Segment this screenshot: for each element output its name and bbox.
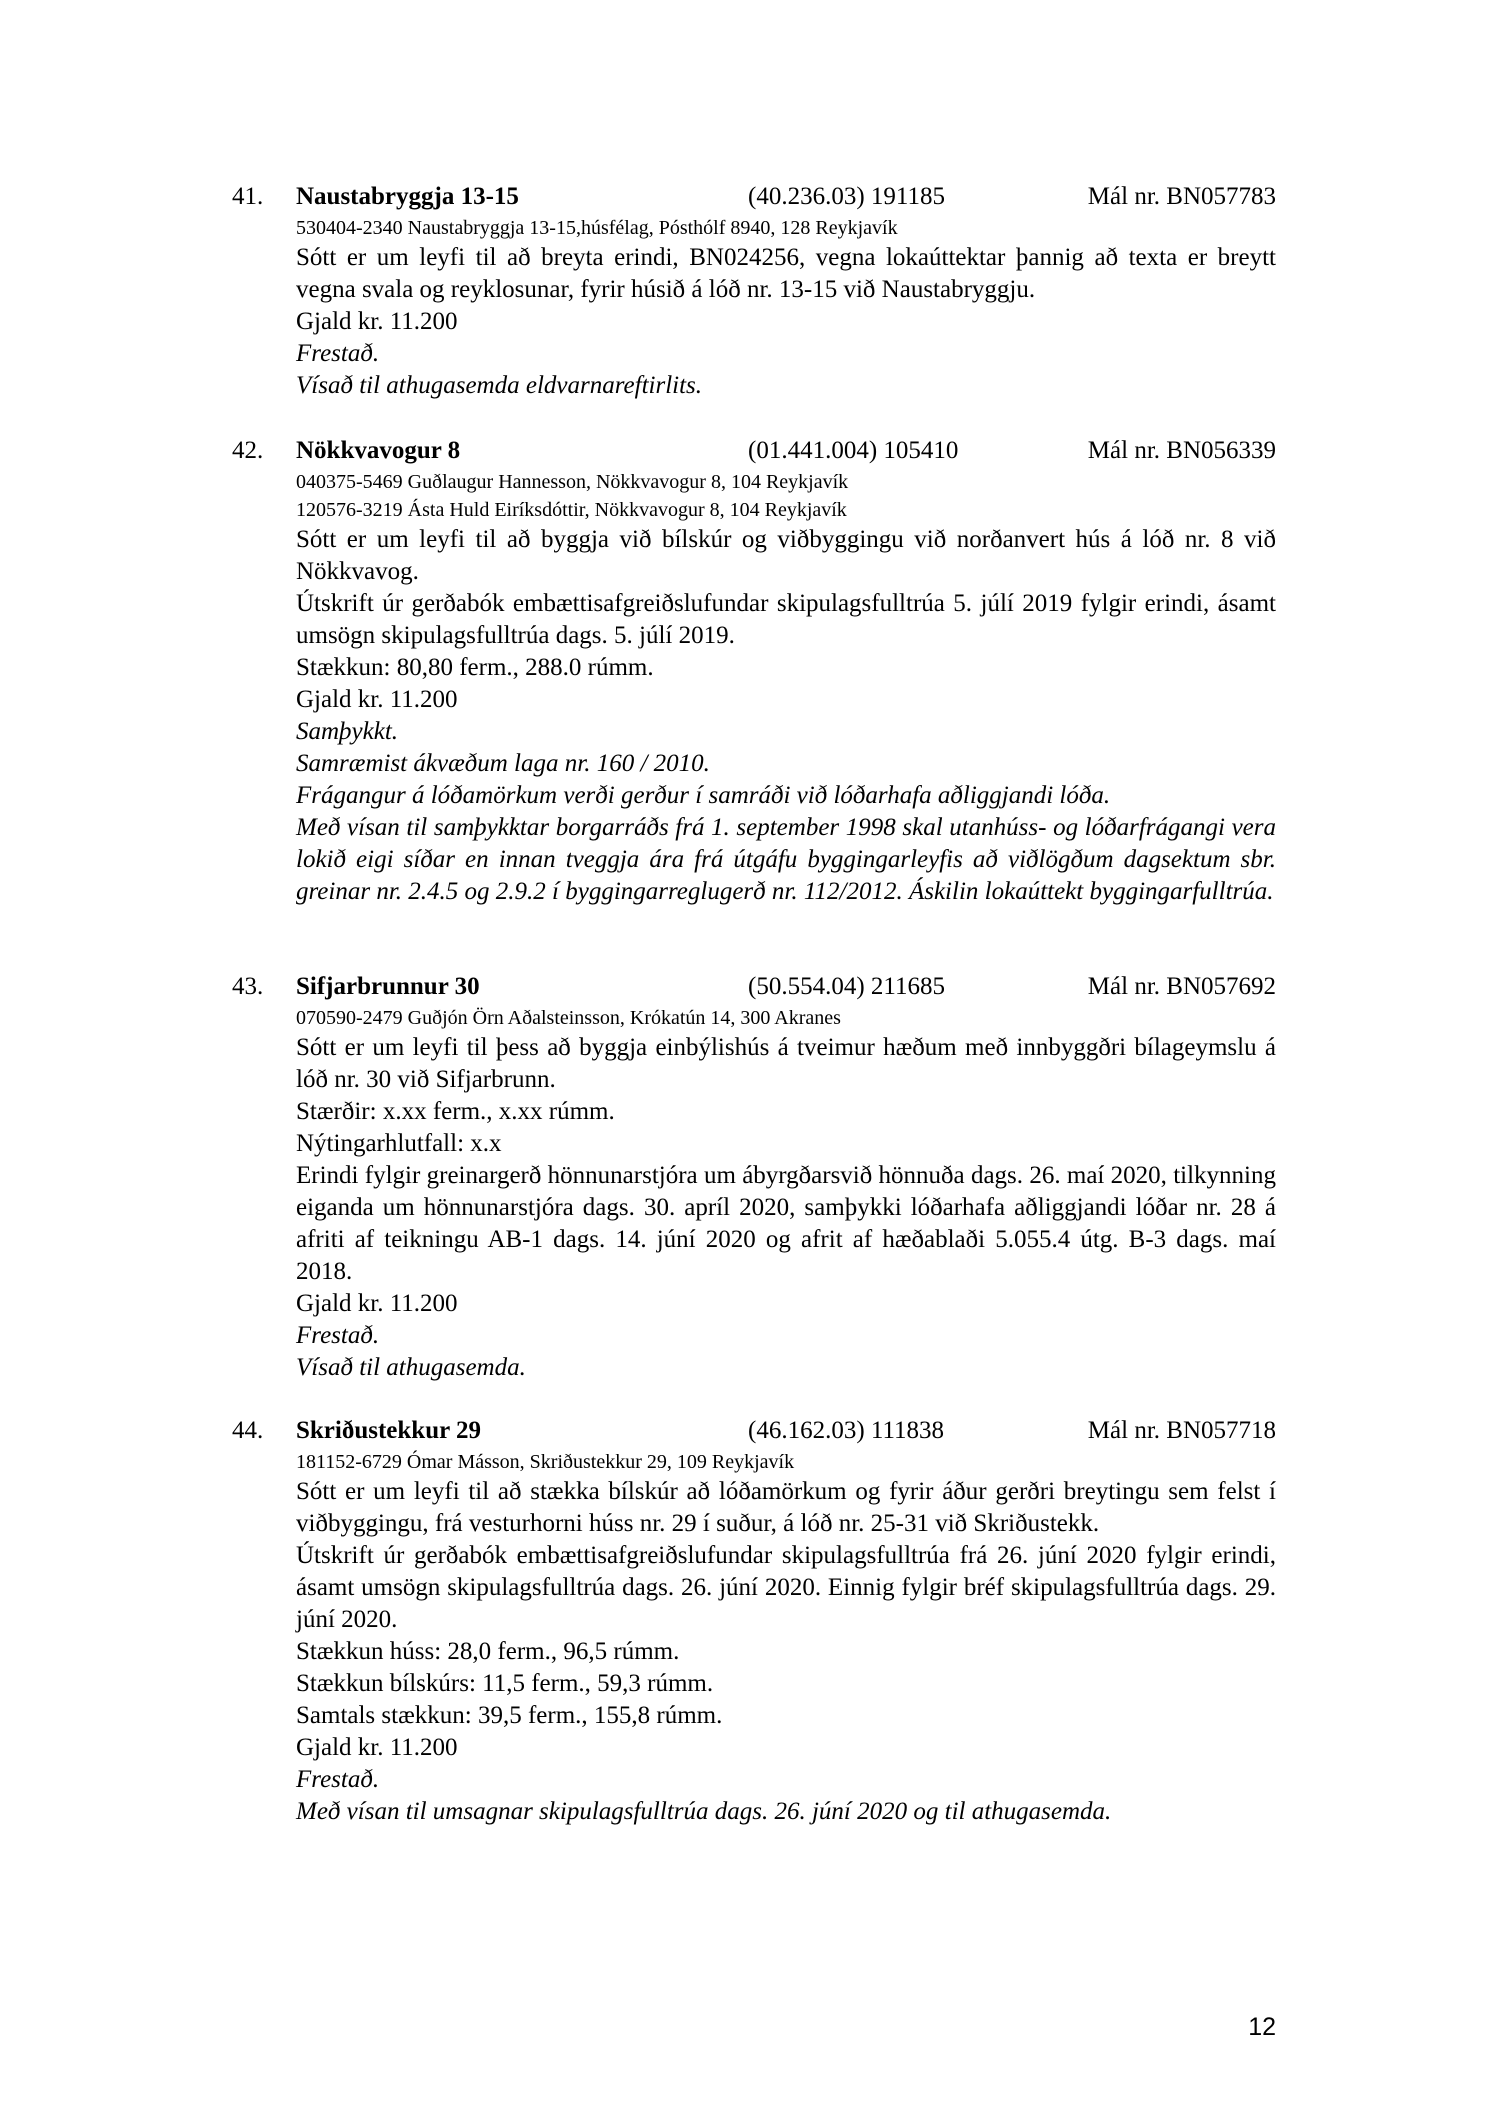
fee: Gjald kr. 11.200 bbox=[296, 1734, 458, 1761]
applicant: 040375-5469 Guðlaugur Hannesson, Nökkvavogur 8, 104 Reykjavík bbox=[296, 471, 849, 493]
attachments: Útskrift úr gerðabók embættisafgreiðslufundar skipulagsfulltrúa frá 26. júní 2020 fylgir erindi, ásamt umsögn skipulagsfulltrúa dags. 26. júní 2020. Einnig fylgir bréf skipulagsfulltrúa dags. 29. júní 2020. bbox=[296, 1542, 1276, 1633]
attachments: Útskrift úr gerðabók embættisafgreiðslufundar skipulagsfulltrúa 5. júlí 2019 fylgir erindi, ásamt umsögn skipulagsfulltrúa dags. 5. júlí 2019. bbox=[296, 590, 1276, 649]
entry-body bbox=[296, 214, 1276, 402]
lot-id: (50.554.04) 211685 bbox=[748, 973, 945, 1000]
note: Með vísan til samþykktar borgarráðs frá 1. september 1998 skal utanhúss- og lóðarfrágangi vera lokið eigi síðar en innan tveggja ára frá útgáfu byggingarleyfis að viðlögðum dagsektum sbr. greinar nr. 2.4.5 og 2.9.2 í byggingarreglugerð nr. 112/2012. Áskilin lokaúttekt byggingarfulltrúa. bbox=[296, 814, 1276, 905]
lot-id: (46.162.03) 111838 bbox=[748, 1417, 945, 1444]
decision: Frestað. bbox=[296, 1322, 380, 1349]
lot-id: (01.441.004) 105410 bbox=[748, 437, 959, 464]
size-info: Stærðir: x.xx ferm., x.xx rúmm. bbox=[296, 1098, 615, 1125]
decision: Frestað. bbox=[296, 340, 380, 367]
case-number: Mál nr. BN057718 bbox=[1087, 1417, 1276, 1444]
property-name: Sifjarbrunnur 30 bbox=[296, 973, 480, 1000]
description: Sótt er um leyfi til að byggja við bílskúr og viðbyggingu við norðanvert hús á lóð nr. 8 við Nökkvavog. bbox=[296, 526, 1276, 585]
description: Sótt er um leyfi til að stækka bílskúr að lóðamörkum og fyrir áður gerðri breytingu sem felst í viðbyggingu, frá vesturhorni húss nr. 29 í suður, á lóð nr. 25-31 við Skriðustekk. bbox=[296, 1478, 1276, 1537]
entry-body bbox=[296, 1448, 1276, 1828]
note: Samræmist ákvæðum laga nr. 160 / 2010. bbox=[296, 750, 710, 777]
note: Vísað til athugasemda. bbox=[296, 1354, 526, 1381]
fee: Gjald kr. 11.200 bbox=[296, 1290, 458, 1317]
note: Vísað til athugasemda eldvarnareftirlits. bbox=[296, 372, 703, 399]
decision: Frestað. bbox=[296, 1766, 380, 1793]
case-entry-43 bbox=[232, 970, 1276, 1384]
note: Með vísan til umsagnar skipulagsfulltrúa dags. 26. júní 2020 og til athugasemda. bbox=[296, 1798, 1112, 1825]
lot-id: (40.236.03) 191185 bbox=[748, 183, 945, 210]
applicant: 070590-2479 Guðjón Örn Aðalsteinsson, Krókatún 14, 300 Akranes bbox=[296, 1007, 841, 1029]
size-info: Stækkun: 80,80 ferm., 288.0 rúmm. bbox=[296, 654, 654, 681]
applicant: 181152-6729 Ómar Másson, Skriðustekkur 29, 109 Reykjavík bbox=[296, 1451, 795, 1473]
entry-header bbox=[232, 180, 1276, 214]
fee: Gjald kr. 11.200 bbox=[296, 308, 458, 335]
property-name: Skriðustekkur 29 bbox=[296, 1417, 482, 1444]
applicant: 120576-3219 Ásta Huld Eiríksdóttir, Nökkvavogur 8, 104 Reykjavík bbox=[296, 499, 847, 521]
note: Frágangur á lóðamörkum verði gerður í samráði við lóðarhafa aðliggjandi lóða. bbox=[296, 782, 1111, 809]
page-number: 12 bbox=[1248, 2013, 1276, 2041]
entry-number: 44. bbox=[232, 1417, 264, 1444]
size-info: Nýtingarhlutfall: x.x bbox=[296, 1130, 502, 1157]
entry-body bbox=[296, 1004, 1276, 1384]
case-number: Mál nr. BN056339 bbox=[1087, 437, 1276, 464]
fee: Gjald kr. 11.200 bbox=[296, 686, 458, 713]
case-number: Mál nr. BN057692 bbox=[1087, 973, 1276, 1000]
size-info: Stækkun húss: 28,0 ferm., 96,5 rúmm. bbox=[296, 1638, 680, 1665]
entry-header bbox=[232, 1414, 1276, 1448]
entry-number: 41. bbox=[232, 183, 264, 210]
attachments: Erindi fylgir greinargerð hönnunarstjóra um ábyrgðarsvið hönnuða dags. 26. maí 2020, tilkynning eiganda um hönnunarstjóra dags. 30. apríl 2020, samþykki lóðarhafa aðliggjandi lóðar nr. 28 á afriti af teikningu AB-1 dags. 14. júní 2020 og afrit af hæðablaði 5.055.4 útg. B-3 dags. maí 2018. bbox=[296, 1162, 1276, 1285]
entry-header bbox=[232, 970, 1276, 1004]
decision: Samþykkt. bbox=[296, 718, 399, 745]
case-entry-42 bbox=[232, 434, 1276, 908]
case-number: Mál nr. BN057783 bbox=[1087, 183, 1276, 210]
description: Sótt er um leyfi til þess að byggja einbýlishús á tveimur hæðum með innbyggðri bílageymslu á lóð nr. 30 við Sifjarbrunn. bbox=[296, 1034, 1276, 1093]
case-entry-41 bbox=[232, 180, 1276, 402]
description: Sótt er um leyfi til að breyta erindi, BN024256, vegna lokaúttektar þannig að texta er breytt vegna svala og reyklosunar, fyrir húsið á lóð nr. 13-15 við Naustabryggju. bbox=[296, 244, 1276, 303]
size-info: Samtals stækkun: 39,5 ferm., 155,8 rúmm. bbox=[296, 1702, 723, 1729]
property-name: Nökkvavogur 8 bbox=[296, 437, 461, 464]
entry-number: 42. bbox=[232, 437, 264, 464]
entry-number: 43. bbox=[232, 973, 264, 1000]
entry-body bbox=[296, 468, 1276, 908]
case-entry-44 bbox=[232, 1414, 1276, 1828]
applicant: 530404-2340 Naustabryggja 13-15,húsfélag, Pósthólf 8940, 128 Reykjavík bbox=[296, 217, 898, 239]
size-info: Stækkun bílskúrs: 11,5 ferm., 59,3 rúmm. bbox=[296, 1670, 714, 1697]
entry-header bbox=[232, 434, 1276, 468]
property-name: Naustabryggja 13-15 bbox=[296, 183, 519, 210]
